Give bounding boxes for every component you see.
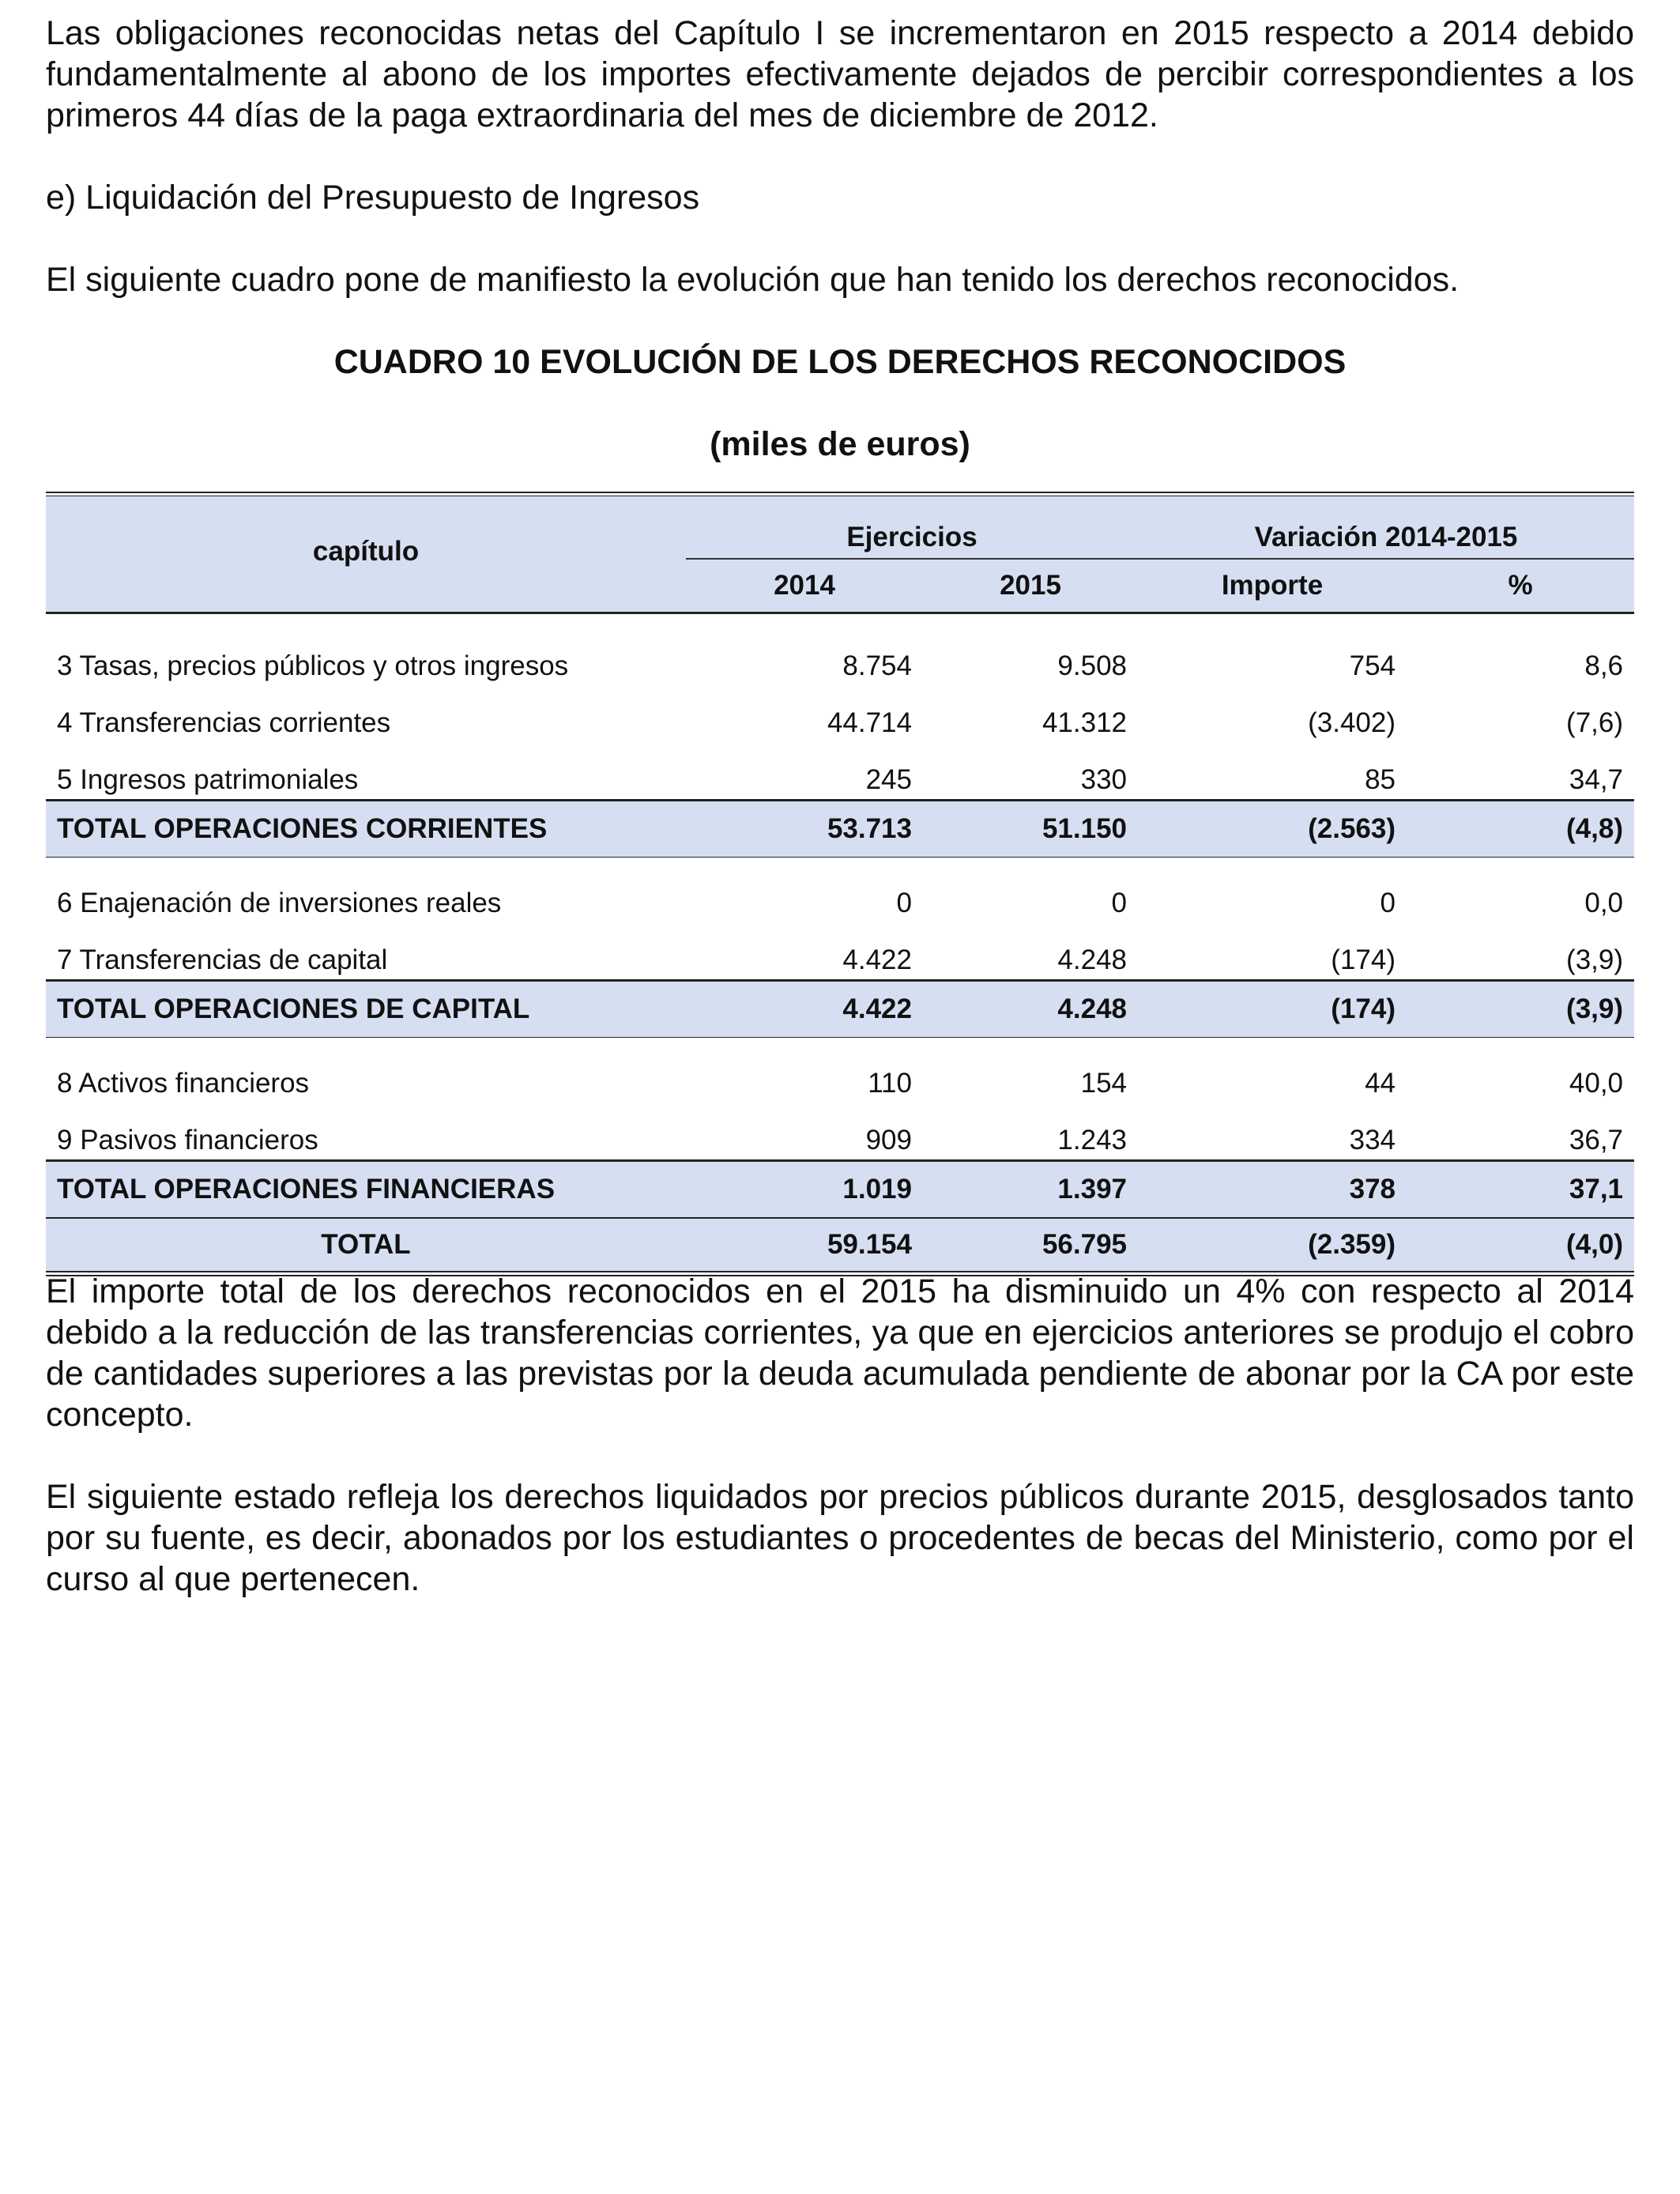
header-importe: Importe (1138, 559, 1407, 613)
cell-importe: (174) (1331, 944, 1396, 975)
row-label: 5 Ingresos patrimoniales (57, 764, 359, 795)
cell-2015: 330 (1080, 764, 1128, 795)
cell-2014: 4.422 (842, 944, 912, 975)
cell-2015: 4.248 (923, 981, 1138, 1038)
cell-pct: (7,6) (1566, 707, 1624, 738)
cell-importe: 85 (1365, 764, 1396, 795)
cell-importe: 334 (1349, 1125, 1396, 1155)
cell-pct: 8,6 (1584, 650, 1624, 681)
cell-2014: 44.714 (827, 707, 912, 738)
cell-2015: 51.150 (923, 801, 1138, 858)
cell-2014: 59.154 (686, 1218, 923, 1271)
cell-pct: 34,7 (1569, 764, 1624, 795)
cell-importe: 378 (1138, 1161, 1407, 1219)
cell-2014: 245 (865, 764, 912, 795)
section-heading-liquidacion-ingresos: e) Liquidación del Presupuesto de Ingresos (46, 179, 700, 217)
table-row (46, 742, 1634, 801)
cell-pct: (4,0) (1407, 1218, 1634, 1271)
table-row (46, 685, 1634, 742)
row-label: 6 Enajenación de inversiones reales (57, 888, 502, 918)
table-row (46, 1103, 1634, 1161)
table-total-row (46, 1161, 1634, 1219)
cell-2014: 53.713 (686, 801, 923, 858)
cell-pct: 37,1 (1407, 1161, 1634, 1219)
table-row (46, 858, 1634, 923)
cell-pct: (3,9) (1566, 944, 1624, 975)
cell-pct: (4,8) (1407, 801, 1634, 858)
cell-2015: 9.508 (1057, 650, 1128, 681)
table-header-row-1 (46, 496, 1634, 559)
row-label: TOTAL OPERACIONES CORRIENTES (46, 801, 686, 858)
cell-2015: 154 (1080, 1068, 1128, 1099)
cell-2015: 4.248 (1057, 944, 1128, 975)
row-label: 3 Tasas, precios públicos y otros ingresos (57, 650, 569, 681)
header-2014: 2014 (686, 559, 923, 613)
table-total-row (46, 801, 1634, 858)
cell-importe: (2.359) (1138, 1218, 1407, 1271)
paragraph-capitulo-i: Las obligaciones reconocidas netas del Capítulo I se incrementaron en 2015 respecto a 2014 debido fundamentalmente al abono de los importes efectivamente dejados de percibir correspondientes a los primeros 44 días de la paga extraordinaria del mes de diciembre de 2012. (46, 14, 1634, 134)
row-label: 9 Pasivos financieros (57, 1125, 318, 1155)
cell-importe: (2.563) (1138, 801, 1407, 858)
table-total-row (46, 981, 1634, 1038)
table-grand-total-row (46, 1218, 1634, 1271)
row-label: 7 Transferencias de capital (57, 944, 388, 975)
cell-importe: (3.402) (1308, 707, 1396, 738)
cell-pct: 40,0 (1569, 1068, 1624, 1099)
cell-2014: 0 (896, 888, 912, 918)
cell-2014: 4.422 (686, 981, 923, 1038)
cell-2014: 1.019 (686, 1161, 923, 1219)
cell-2014: 110 (868, 1068, 912, 1099)
cell-2015: 56.795 (923, 1218, 1138, 1271)
table-subtitle: (miles de euros) (710, 425, 970, 463)
header-ejercicios: Ejercicios (686, 496, 1138, 559)
derechos-reconocidos-table (46, 492, 1634, 1276)
header-variacion: Variación 2014-2015 (1138, 496, 1634, 559)
table-row (46, 1038, 1634, 1103)
header-2015: 2015 (923, 559, 1138, 613)
cell-importe: 44 (1365, 1068, 1396, 1099)
table-grid (46, 496, 1634, 1271)
paragraph-precios-publicos: El siguiente estado refleja los derechos liquidados por precios públicos durante 2015, desglosados tanto por su fuente, es decir, abonados por los estudiantes o procedentes de becas del Ministerio, como por el curso al que pertenecen. (46, 1478, 1634, 1598)
row-label: TOTAL (46, 1218, 686, 1271)
cell-2015: 41.312 (1042, 707, 1128, 738)
row-label: TOTAL OPERACIONES DE CAPITAL (46, 981, 686, 1038)
paragraph-table-intro: El siguiente cuadro pone de manifiesto la evolución que han tenido los derechos reconocidos. (46, 261, 1460, 299)
paragraph-total-analysis: El importe total de los derechos reconocidos en el 2015 ha disminuido un 4% con respecto al 2014 debido a la reducción de las transferencias corrientes, ya que en ejercicios anteriores se produjo el cobro de cantidades superiores a las previstas por la deuda acumulada pendiente de abonar por la CA por este concepto. (46, 1272, 1634, 1434)
cell-2014: 909 (865, 1125, 912, 1155)
cell-importe: (174) (1138, 981, 1407, 1038)
cell-2014: 8.754 (842, 650, 912, 681)
header-pct: % (1407, 559, 1634, 613)
cell-2015: 1.397 (923, 1161, 1138, 1219)
cell-importe: 754 (1349, 650, 1396, 681)
cell-2015: 0 (1111, 888, 1128, 918)
row-label: 4 Transferencias corrientes (57, 707, 391, 738)
row-label: TOTAL OPERACIONES FINANCIERAS (46, 1161, 686, 1219)
cell-2015: 1.243 (1057, 1125, 1128, 1155)
row-label: 8 Activos financieros (57, 1068, 310, 1099)
header-capitulo: capítulo (46, 496, 686, 613)
table-title: CUADRO 10 EVOLUCIÓN DE LOS DERECHOS RECONOCIDOS (333, 343, 1347, 381)
cell-pct: 36,7 (1569, 1125, 1624, 1155)
cell-pct: (3,9) (1407, 981, 1634, 1038)
cell-importe: 0 (1380, 888, 1396, 918)
cell-pct: 0,0 (1584, 888, 1624, 918)
table-row (46, 613, 1634, 686)
table-row (46, 922, 1634, 981)
